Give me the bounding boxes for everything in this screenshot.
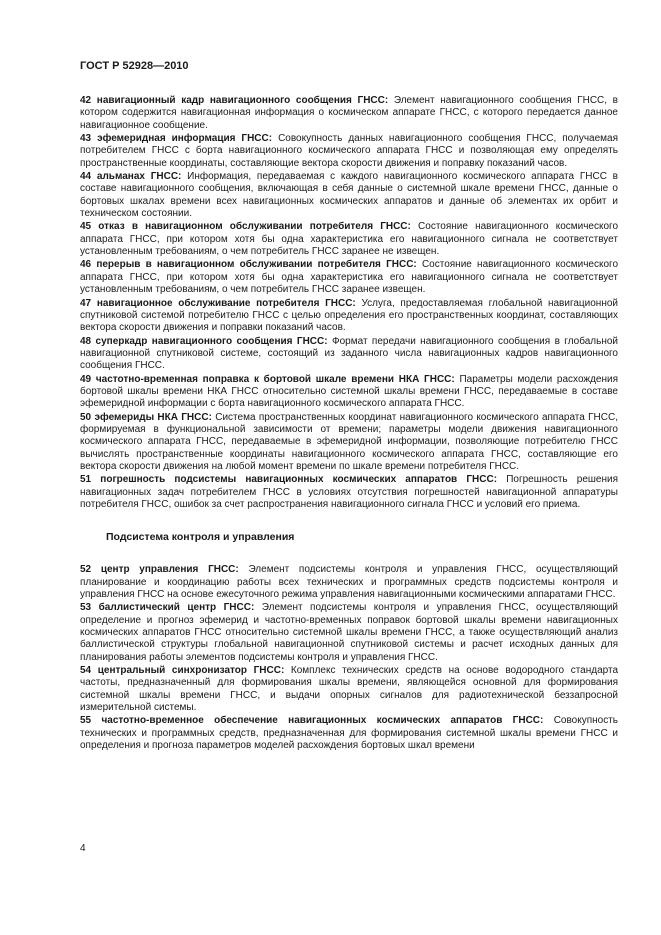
definition-number: 51	[80, 474, 92, 486]
definition-number: 46	[80, 259, 92, 271]
definition-text: Элемент подсистемы контроля и управления ГНСС, осуществляющий планирование и координацию работы всех технических и программных средств подсистемы контроля и управления ГНСС на основе ежесуточного режима управления навигационными космическими аппаратами ГНСС.	[80, 564, 619, 601]
definition-term: суперкадр навигационного сообщения ГНСС:	[95, 335, 328, 347]
definition-term: баллистический центр ГНСС:	[98, 602, 255, 614]
definition-item	[80, 336, 618, 373]
definition-number: 48	[80, 335, 92, 347]
definition-number: 45	[80, 221, 92, 233]
definition-term: центр управления ГНСС:	[100, 564, 239, 576]
definition-item	[80, 298, 618, 335]
definition-term: погрешность подсистемы навигационных космических аппаратов ГНСС:	[100, 474, 498, 486]
definition-text: Совокупность технических и программных средств, предназначенная для формирования системной шкалы времени ГНСС и определения и прогноза параметров моделей расхождения бортовых шкал времени	[80, 715, 619, 752]
definition-item	[80, 221, 618, 258]
definition-text: Совокупность данных навигационного сообщения ГНСС, получаемая потребителем ГНСС с борта навигационного космического аппарата ГНСС и позволяющая ему определять пространственные координаты, составляющие вектора скорости движения и поправку показаний часов.	[80, 133, 619, 169]
definition-term: перерыв в навигационном обслуживании потребителя ГНСС:	[96, 259, 417, 271]
definition-text: Информация, передаваемая с каждого навигационного космического аппарата ГНСС в составе навигационного сообщения, включающая в себя данные о системной шкале времени ГНСС, данные о бортовых шкалах времени всех навигационных космических аппаратов и данные об элементах их орбит и техническом состоянии.	[80, 171, 618, 220]
document-header: ГОСТ Р 52928—2010	[80, 60, 189, 72]
definition-text: Услуга, предоставляемая глобальной навигационной спутниковой системой потребителю ГНСС с целью определения его пространственных координат, составляющих вектора скорости движения и поправки показаний часов.	[80, 297, 619, 334]
definition-term: альманах ГНСС:	[96, 171, 182, 183]
definition-item	[80, 474, 618, 511]
definition-term: отказ в навигационном обслуживании потребителя ГНСС:	[98, 221, 411, 233]
definition-number: 54	[80, 665, 92, 677]
definition-number: 49	[80, 373, 92, 385]
page-number: 4	[80, 843, 86, 854]
definition-text: Система пространственных координат навигационного космического аппарата ГНСС, формируемая в функциональной зависимости от времени; параметры модели движения навигационного космического аппарата ГНСС, передаваемые в эфемеридной информации, позволяющие потребителю ГНСС вычислять пространственные координаты навигационного космического аппарата ГНСС, составляющие его вектора скорости движения на любой момент времени по шкале времени потребителя ГНСС.	[80, 411, 618, 472]
definition-item	[80, 564, 618, 601]
definitions-list-b	[80, 564, 618, 752]
definition-item	[80, 259, 618, 296]
definition-number: 53	[80, 602, 92, 614]
document-body	[80, 95, 618, 754]
section-title: Подсистема контроля и управления	[106, 531, 295, 544]
definition-number: 44	[80, 171, 92, 183]
definition-text: Элемент подсистемы контроля и управления ГНСС, осуществляющий определение и прогноз эфемерид и частотно-временных поправок бортовой шкалы времени навигационных космических аппаратов ГНСС относительно системной шкалы времени ГНСС, а также осуществляющий анализ баллистической структуры глобальной навигационной спутниковой системы и расчет исходных данных для планирования работы элементов подсистемы контроля и управления ГНСС.	[80, 602, 619, 663]
definition-term: частотно-временное обеспечение навигационных космических аппаратов ГНСС:	[101, 715, 544, 727]
definition-text: Комплекс технических средств на основе водородного стандарта частоты, предназначенный для формирования шкалы времени, являющейся основной для формирования системной шкалы времени ГНСС, и выдачи опорных сигналов для радиотехнической беззапросной измерительной системы.	[80, 665, 619, 714]
definition-number: 47	[80, 297, 92, 309]
definition-term: центральный синхронизатор ГНСС:	[97, 665, 285, 677]
definition-number: 52	[80, 564, 92, 576]
definition-item	[80, 133, 618, 170]
definition-number: 50	[80, 411, 92, 423]
definition-item	[80, 374, 618, 411]
definition-item	[80, 602, 618, 664]
definition-number: 43	[80, 133, 92, 145]
definition-number: 42	[80, 95, 92, 106]
definition-item	[80, 715, 618, 752]
definition-text: Погрешность решения навигационных задач потребителем ГНСС в условиях отсутствия погрешностей навигационной аппаратуры потребителя ГНСС, ошибок за счет распространения навигационного сигнала ГНСС и условий его приема.	[80, 474, 619, 510]
definition-term: навигационный кадр навигационного сообщения ГНСС:	[96, 95, 389, 106]
definition-number: 55	[80, 715, 92, 727]
definition-item	[80, 412, 618, 474]
definition-item	[80, 171, 618, 220]
definition-item	[80, 665, 618, 714]
definition-term: частотно-временная поправка к бортовой шкале времени НКА ГНСС:	[95, 373, 455, 385]
definition-text: Элемент навигационного сообщения ГНСС, в котором содержится навигационная информация о космическом аппарате ГНСС, с которого передается данное навигационное сообщение.	[80, 95, 618, 131]
definition-text: Параметры модели расхождения бортовой шкалы времени НКА ГНСС относительно системной шкалы времени ГНСС, передаваемые в составе эфемеридной информации с борта навигационного космического аппарата ГНСС.	[80, 373, 619, 410]
definitions-list-a	[80, 95, 618, 511]
definition-term: эфемериды НКА ГНСС:	[94, 411, 212, 423]
definition-text: Формат передачи навигационного сообщения в глобальной навигационной спутниковой системе, состоящий из заданного числа навигационных кадров навигационного сообщения ГНСС.	[80, 335, 619, 372]
definition-text: Состояние навигационного космического аппарата ГНСС, при котором хотя бы одна характеристика его навигационного сигнала не соответствует установленным требованиям, о чем потребитель ГНСС заранее не извещен.	[80, 221, 619, 258]
definition-term: эфемеридная информация ГНСС:	[97, 133, 273, 145]
definition-term: навигационное обслуживание потребителя ГНСС:	[96, 297, 356, 309]
definition-item	[80, 95, 618, 132]
definition-text: Состояние навигационного космического аппарата ГНСС, при котором хотя бы одна характеристика его навигационного сигнала не соответствует установленным требованиям, о чем потребитель ГНСС заранее извещен.	[80, 259, 619, 296]
